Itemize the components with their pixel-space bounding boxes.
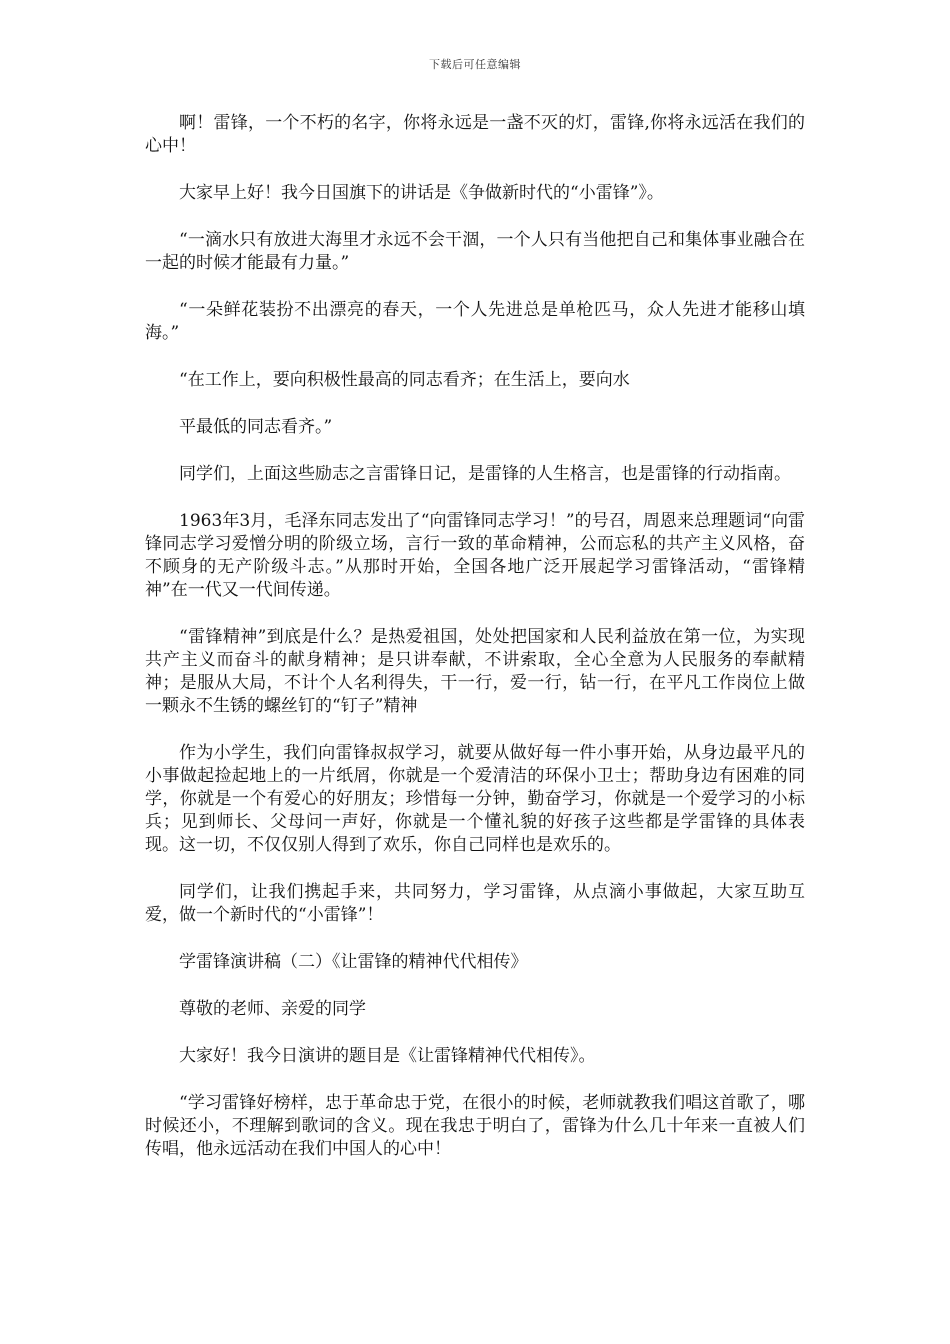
paragraph: “在工作上，要向积极性最高的同志看齐；在生活上，要向水	[179, 370, 630, 390]
document-body	[145, 112, 805, 1185]
paragraph: “一朵鲜花装扮不出漂亮的春天，一个人先进总是单枪匹马，众人先进才能移山填海。”	[145, 300, 805, 343]
section-heading: 学雷锋演讲稿（二）《让雷锋的精神代代相传》	[179, 952, 528, 972]
paragraph: “学习雷锋好榜样，忠于革命忠于党，在很小的时候，老师就教我们唱这首歌了，哪时候还小，不理解到歌词的含义。现在我忠于明白了，雷锋为什么几十年来一直被人们传唱，他永远活动在我们中国人的心中！	[145, 1093, 805, 1159]
paragraph: “雷锋精神”到底是什么？是热爱祖国，处处把国家和人民利益放在第一位，为实现共产主义而奋斗的献身精神；是只讲奉献，不讲索取，全心全意为人民服务的奉献精神；是服从大局，不计个人名利得失，干一行，爱一行，钻一行，在平凡工作岗位上做一颗永不生锈的螺丝钉的“钉子”精神	[145, 627, 805, 716]
paragraph: 大家早上好！我今日国旗下的讲话是《争做新时代的“小雷锋”》。	[179, 183, 664, 203]
paragraph: 同学们，让我们携起手来，共同努力，学习雷锋，从点滴小事做起，大家互助互爱，做一个新时代的“小雷锋”！	[145, 882, 805, 925]
paragraph: 同学们，上面这些励志之言雷锋日记，是雷锋的人生格言，也是雷锋的行动指南。	[179, 464, 791, 484]
paragraph: “一滴水只有放进大海里才永远不会干涸，一个人只有当他把自己和集体事业融合在一起的时候才能最有力量。”	[145, 230, 805, 273]
salutation: 尊敬的老师、亲爱的同学	[179, 999, 366, 1019]
paragraph: 大家好！我今日演讲的题目是《让雷锋精神代代相传》。	[179, 1046, 596, 1066]
paragraph: 作为小学生，我们向雷锋叔叔学习，就要从做好每一件小事开始，从身边最平凡的小事做起捡起地上的一片纸屑，你就是一个爱清洁的环保小卫士；帮助身边有困难的同学，你就是一个有爱心的好朋友；珍惜每一分钟，勤奋学习，你就是一个爱学习的小标兵；见到师长、父母问一声好，你就是一个懂礼貌的好孩子这些都是学雷锋的具体表现。这一切，不仅仅别人得到了欢乐，你自己同样也是欢乐的。	[145, 743, 805, 855]
paragraph: 啊！雷锋，一个不朽的名字，你将永远是一盏不灭的灯，雷锋,你将永远活在我们的心中！	[145, 113, 805, 156]
paragraph: 平最低的同志看齐。”	[179, 417, 333, 437]
paragraph: 1963年3月，毛泽东同志发出了“向雷锋同志学习！”的号召，周恩来总理题词“向雷锋同志学习爱憎分明的阶级立场，言行一致的革命精神，公而忘私的共产主义风格，奋不顾身的无产阶级斗志。”从那时开始，全国各地广泛开展起学习雷锋活动，“雷锋精神”在一代又一代间传递。	[145, 511, 805, 600]
page-header: 下载后可任意编辑	[429, 58, 521, 71]
